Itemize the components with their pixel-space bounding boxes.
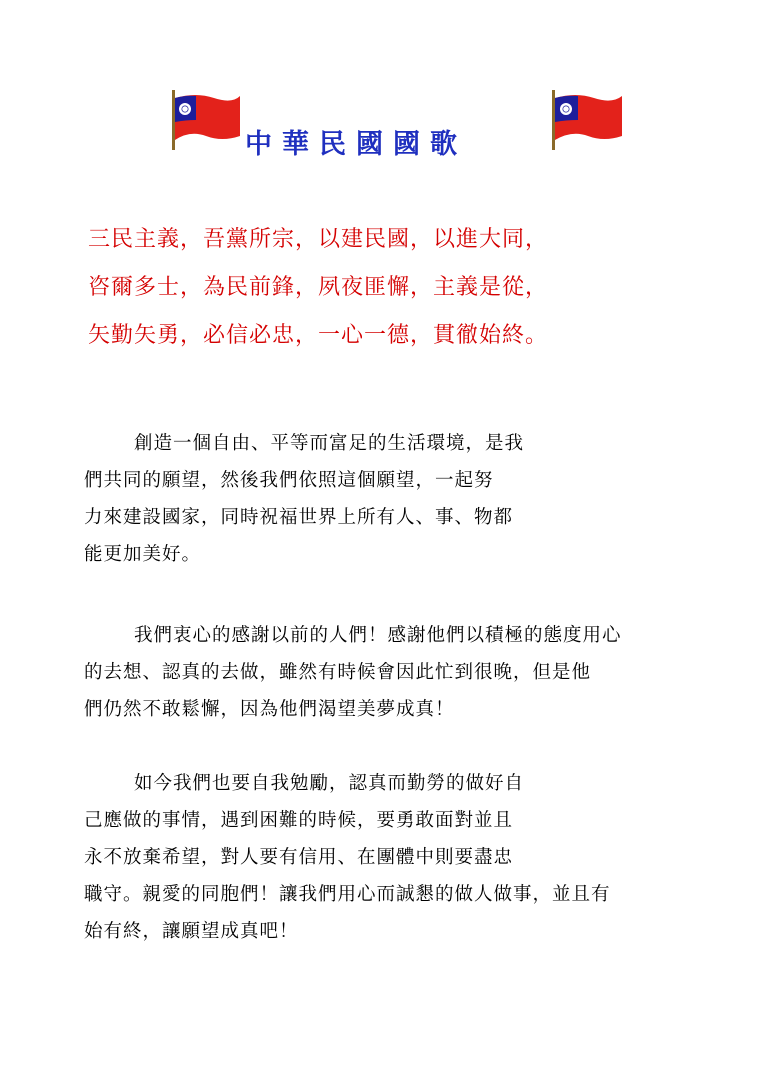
roc-flag-icon [166,90,240,150]
page-title: 中華民國國歌 [245,129,467,160]
paragraph-line: 力來建設國家，同時祝福世界上所有人、事、物都 [84,507,514,528]
roc-flag-icon [552,90,626,150]
paragraph-line: 們共同的願望，然後我們依照這個願望，一起努 [84,470,494,491]
paragraph-line: 我們衷心的感謝以前的人們！感謝他們以積極的態度用心 [134,625,622,646]
anthem-line: 三民主義，吾黨所宗，以建民國，以進大同， [88,227,549,252]
anthem-lyrics [88,222,708,366]
paragraph-line: 永不放棄希望，對人要有信用、在團體中則要盡忠 [84,847,514,868]
title-row [0,82,777,162]
paragraph-3 [84,765,704,950]
paragraph-line: 創造一個自由、平等而富足的生活環境，是我 [134,433,525,454]
paragraph-line: 們仍然不敢鬆懈，因為他們渴望美夢成真！ [84,699,455,720]
paragraph-line: 職守。親愛的同胞們！讓我們用心而誠懇的做人做事，並且有 [84,884,611,905]
anthem-line: 矢勤矢勇，必信必忠，一心一德，貫徹始終。 [88,323,549,348]
paragraph-2 [84,617,704,728]
paragraph-line: 始有終，讓願望成真吧！ [84,921,299,942]
paragraph-line: 的去想、認真的去做，雖然有時候會因此忙到很晚，但是他 [84,662,592,683]
anthem-line: 咨爾多士，為民前鋒，夙夜匪懈，主義是從， [88,275,549,300]
paragraph-line: 己應做的事情，遇到困難的時候，要勇敢面對並且 [84,810,514,831]
paragraph-line: 能更加美好。 [84,544,202,565]
paragraph-line: 如今我們也要自我勉勵，認真而勤勞的做好自 [134,773,525,794]
paragraph-1 [84,425,704,573]
